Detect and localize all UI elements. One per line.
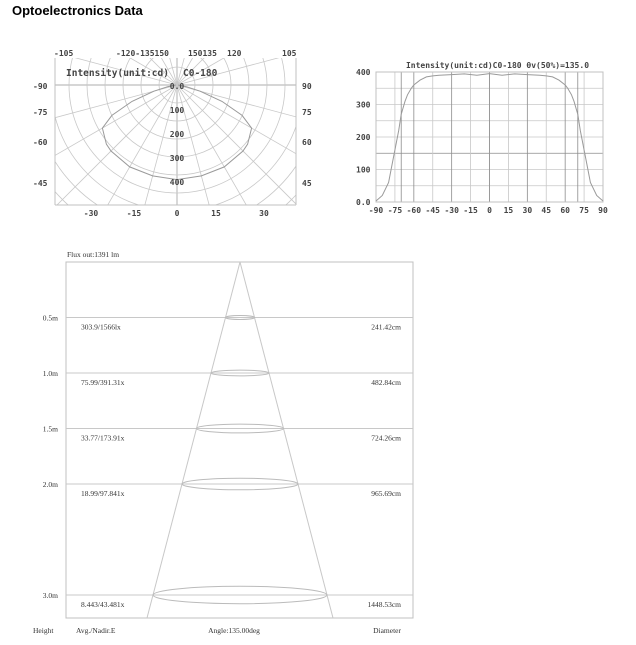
- cone-diameter-label: 1448.53cm: [367, 600, 401, 609]
- polar-angle-label-top: 150135: [188, 49, 217, 58]
- cart-x-tick: 60: [560, 206, 570, 215]
- polar-angle-label-right: 45: [302, 179, 312, 188]
- cone-footer-diameter: Diameter: [373, 626, 401, 635]
- polar-spoke: [174, 85, 377, 431]
- cone-footer-height: Height: [33, 626, 54, 635]
- cone-diameter-label: 724.26cm: [371, 433, 401, 443]
- cart-x-tick: 30: [522, 206, 533, 215]
- cart-x-tick: -60: [406, 206, 422, 215]
- cone-height-label: 1.5m: [42, 424, 58, 434]
- cart-x-tick: -30: [444, 206, 459, 215]
- cone-diameter-label: 482.84cm: [371, 378, 401, 387]
- cone-diameter-label: 241.42cm: [371, 322, 401, 332]
- polar-title: Intensity(unit:cd): [66, 68, 169, 79]
- cart-x-tick: 15: [503, 206, 514, 215]
- cone-diameter-label: 965.69cm: [371, 489, 401, 498]
- polar-angle-label-right: 60: [302, 138, 312, 147]
- cart-y-tick: 400: [356, 68, 371, 77]
- polar-subtitle: C0-180: [183, 68, 218, 79]
- polar-radial-tick: 300: [169, 154, 185, 163]
- cart-y-tick: 100: [356, 165, 371, 175]
- cone-flux-title: Flux out:1391 lm: [67, 250, 120, 259]
- polar-angle-label-left: -60: [33, 138, 48, 147]
- polar-angle-label-bottom: 30: [259, 209, 269, 218]
- page-title: Optoelectronics Data: [12, 3, 143, 18]
- cone-height-label: 2.0m: [42, 480, 58, 489]
- cone-illuminance-label: 303.9/1566lx: [81, 322, 121, 332]
- cart-x-tick: -15: [463, 206, 478, 215]
- polar-angle-label-top: -120-135150: [116, 49, 169, 58]
- cart-x-tick: 0: [487, 206, 492, 215]
- cone-illuminance-label: 75.99/391.31x: [81, 378, 125, 387]
- cone-height-label: 0.5m: [42, 313, 58, 323]
- cone-edge-left: [147, 262, 240, 618]
- polar-angle-label-bottom: -30: [83, 209, 99, 218]
- cone-illuminance-label: 8.443/43.481x: [81, 600, 125, 609]
- polar-spoke: [174, 85, 460, 368]
- polar-angle-label-top: -105: [54, 49, 74, 58]
- polar-angle-label-right: 90: [302, 82, 312, 91]
- illuminance-cone-chart: [33, 250, 413, 635]
- cone-edge-right: [240, 262, 333, 618]
- cart-title: Intensity(unit:cd)C0-180 θv(50%)=135.0: [405, 61, 590, 70]
- polar-angle-label-left: -90: [33, 82, 48, 91]
- cart-x-tick: 90: [598, 206, 608, 215]
- cone-illuminance-label: 33.77/173.91x: [81, 433, 125, 443]
- polar-radial-tick: 400: [169, 178, 185, 187]
- polar-radial-tick: 200: [169, 130, 185, 139]
- polar-angle-label-left: -75: [33, 108, 48, 117]
- cart-x-tick: -45: [425, 206, 440, 215]
- polar-angle-label-left: -45: [33, 179, 48, 188]
- polar-radial-tick: 0.0: [169, 82, 185, 91]
- cone-footer-angle: Angle:135.00deg: [208, 626, 260, 635]
- cone-height-label: 1.0m: [42, 369, 58, 378]
- cart-x-tick: -90: [368, 206, 384, 215]
- cart-y-tick: 300: [356, 100, 371, 110]
- polar-spoke: [174, 85, 523, 285]
- polar-spoke: [73, 85, 177, 471]
- cart-x-tick: 75: [579, 206, 589, 215]
- cone-illuminance-label: 18.99/97.841x: [81, 489, 125, 498]
- polar-angle-label-bottom: -15: [126, 209, 142, 218]
- cartesian-intensity-chart: [356, 60, 608, 215]
- polar-radial-tick: 100: [169, 106, 185, 115]
- polar-angle-label-top: 120: [227, 49, 242, 58]
- cart-x-tick: 45: [541, 206, 552, 215]
- cart-x-tick: -75: [387, 206, 403, 215]
- polar-angle-label-bottom: 15: [211, 209, 221, 218]
- polar-spoke: [174, 85, 281, 471]
- polar-angle-label-top: 105: [282, 49, 297, 58]
- cart-y-tick: 0.0: [356, 198, 371, 207]
- polar-angle-label-right: 75: [302, 108, 312, 117]
- polar-angle-label-bottom: 0: [174, 209, 180, 218]
- cone-footer-illuminance: Avg./Nadir.E: [76, 626, 116, 635]
- cone-height-label: 3.0m: [42, 591, 58, 600]
- cart-y-tick: 200: [356, 133, 371, 142]
